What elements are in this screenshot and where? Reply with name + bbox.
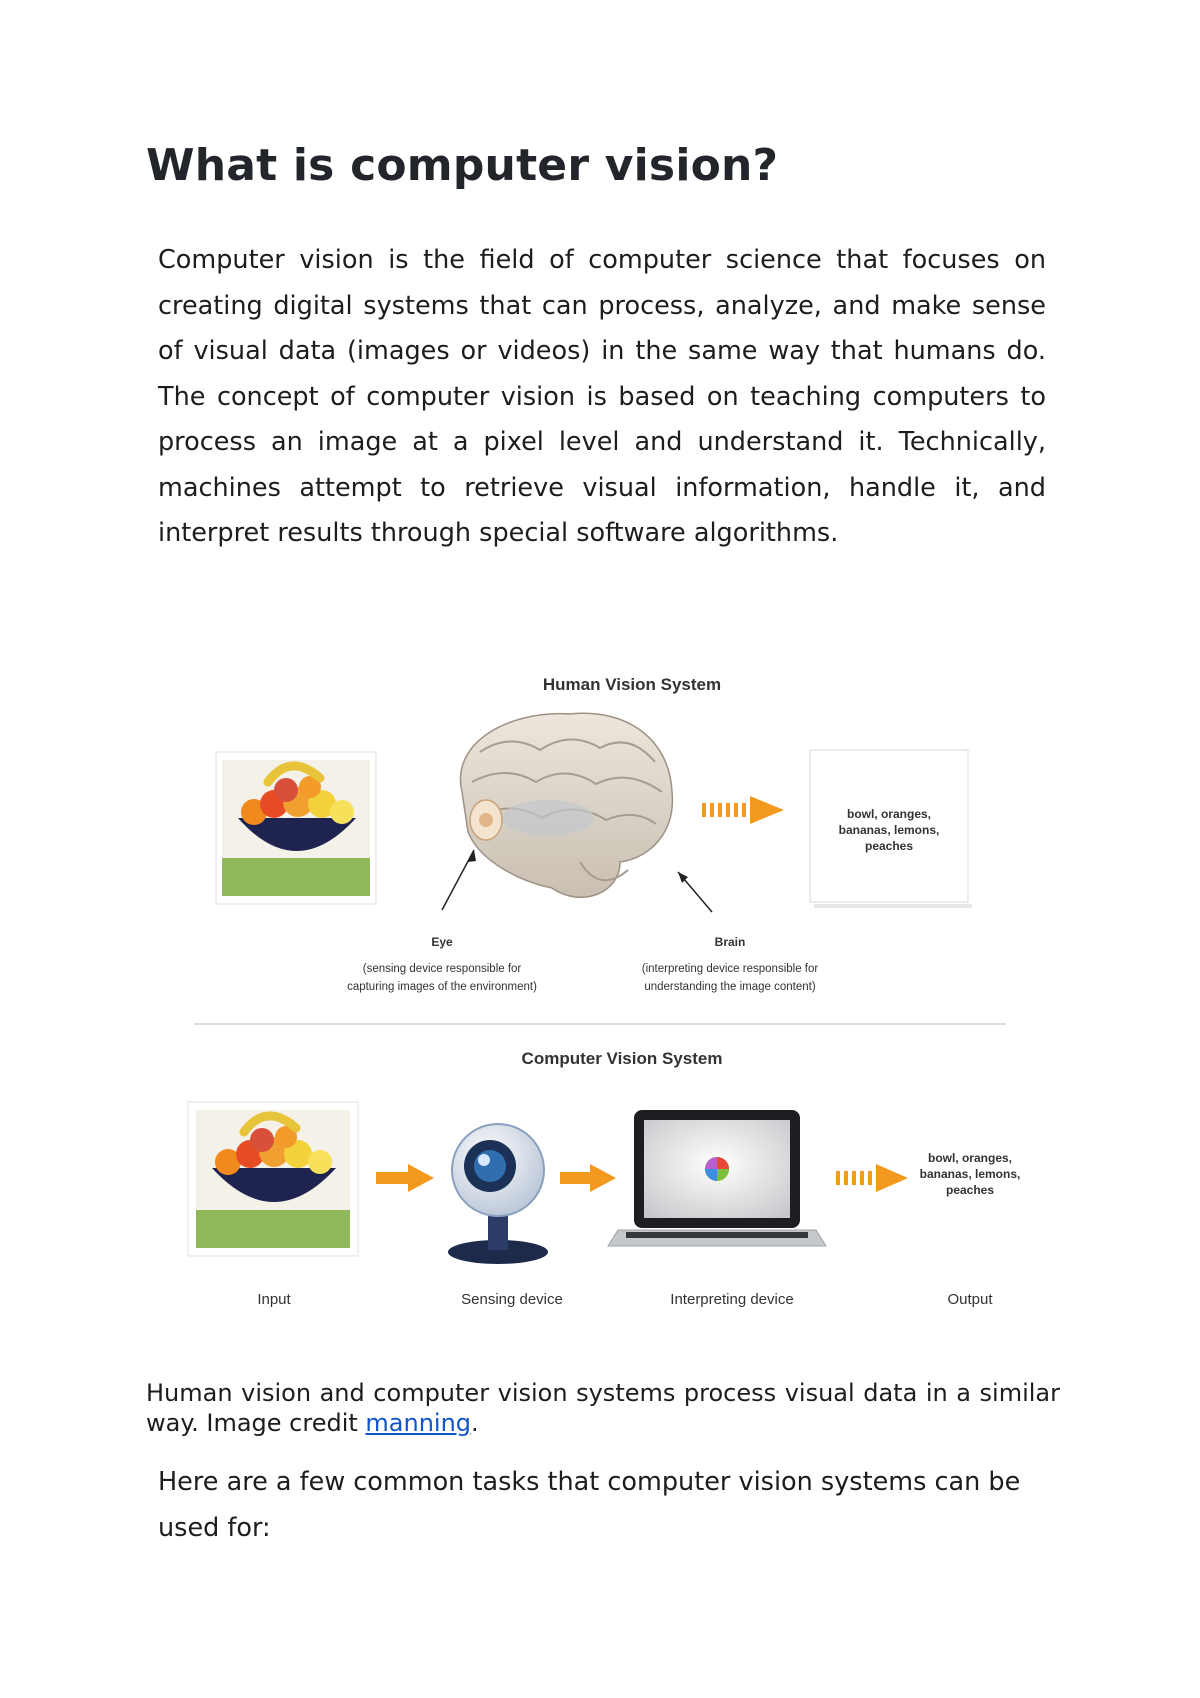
stage-label-output: Output xyxy=(947,1291,993,1308)
intro-paragraph: Computer vision is the field of computer science that focuses on creating digital systems that can process, analyze, and make sense of visual data (images or videos) in the same way that humans do. The concept of computer vision is based on teaching computers to process an image at a pixel level and understand it. Technically, machines attempt to retrieve visual information, handle it, and interpret results through special software algorithms. xyxy=(158,245,1046,548)
brain-illustration xyxy=(460,713,672,897)
human-vision-title: Human Vision System xyxy=(542,675,722,694)
fruit-bowl-image xyxy=(216,752,376,904)
eye-pointer xyxy=(442,850,474,910)
fruit-bowl-image xyxy=(188,1102,358,1256)
brain-label: Brain xyxy=(714,935,746,949)
manning-link[interactable]: manning xyxy=(365,1409,472,1437)
stage-label-interpreting: Interpreting device xyxy=(670,1291,794,1308)
arrow-right-icon xyxy=(376,1164,434,1192)
brain-description: understanding the image content) xyxy=(644,981,816,993)
computer-output-line: peaches xyxy=(945,1183,995,1197)
eye-description: (sensing device responsible for xyxy=(362,963,522,975)
webcam-icon xyxy=(448,1124,548,1264)
computer-output-line: bananas, lemons, xyxy=(919,1167,1021,1181)
page-title: What is computer vision? xyxy=(146,140,779,191)
vision-systems-figure xyxy=(150,632,1070,1350)
caption-text: Human vision and computer vision systems process visual data in a similar way. Image credit xyxy=(146,1379,1060,1437)
eye-label: Eye xyxy=(431,935,453,949)
human-output-line: peaches xyxy=(864,839,914,853)
arrow-right-icon xyxy=(560,1164,616,1192)
figure-caption xyxy=(146,1378,1060,1438)
brain-description: (interpreting device responsible for xyxy=(641,963,819,975)
laptop-icon xyxy=(608,1110,826,1246)
eye-description: capturing images of the environment) xyxy=(347,981,537,993)
human-output-box xyxy=(810,750,972,908)
computer-arrow-icon xyxy=(836,1164,908,1192)
stage-label-sensing: Sensing device xyxy=(461,1291,563,1308)
computer-vision-title: Computer Vision System xyxy=(521,1049,723,1068)
human-output-line: bananas, lemons, xyxy=(838,823,940,837)
color-wheel-icon xyxy=(705,1157,729,1181)
caption-end: . xyxy=(471,1409,479,1437)
tasks-intro-paragraph: Here are a few common tasks that computer vision systems can be used for: xyxy=(158,1467,1021,1543)
human-arrow-icon xyxy=(702,796,784,824)
human-output-line: bowl, oranges, xyxy=(846,807,932,821)
computer-output-line: bowl, oranges, xyxy=(927,1151,1013,1165)
stage-label-input: Input xyxy=(257,1291,291,1308)
